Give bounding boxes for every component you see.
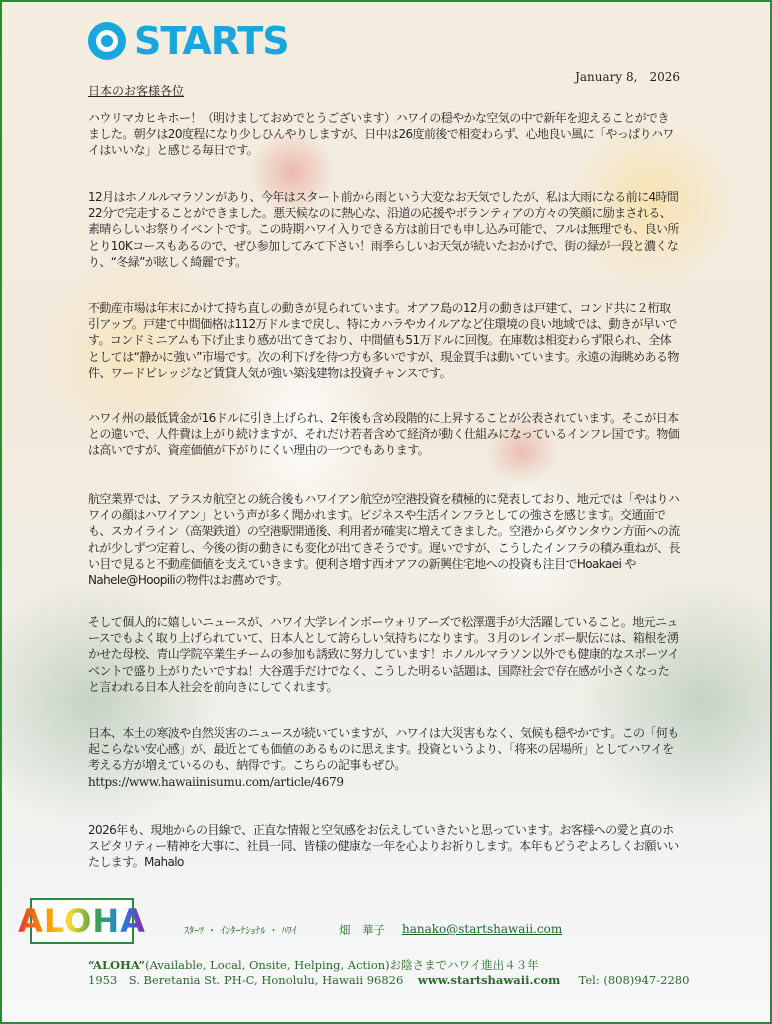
article-link[interactable]: https://www.hawaiinisumu.com/article/4679 (88, 774, 344, 789)
footer-tagline-text: (Available, Local, Onsite, Helping, Action)お陰さまでハワイ進出４３年 (145, 958, 539, 972)
salutation: 日本のお客様各位 (88, 84, 185, 98)
footer-address: 1953 S. Beretania St. PH-C, Honolulu, Hawaii 96826 (88, 973, 404, 987)
paragraph-closing: 2026年も、現地からの目線で、正直な情報と空気感をお伝えしていきたいと思っています。お客様への愛と真のホスピタリティー精神を大事に、社員一同、皆様の健康な一年を心よりお祈りします。本年もどうぞよろしくお願いいたします。Mahalo (88, 823, 679, 870)
email-link[interactable]: hanako@startshawaii.com (402, 922, 563, 936)
company-name: ｽﾀｰﾂ ・ ｲﾝﾀｰﾅｼｮﾅﾙ ・ ﾊﾜｲ (184, 926, 297, 937)
aloha-badge-text: ALOHA (18, 902, 146, 940)
footer-address-line (88, 972, 689, 988)
footer-aloha-word: “ALOHA” (88, 958, 146, 972)
paragraph-marathon: 12月はホノルルマラソンがあり、今年はスタート前から雨という大変なお天気でしたが、私は大雨になる前に4時間22分で完走することができました。悪天候なのに熱心な、沿道の応援やボランティアの方々の笑顔に励まされる、素晴らしいお祭りイベントです。この時期ハワイ入りできる方は前日でも申し込み可能で、フルは無理でも、良い所とり10Kコースもあるので、ぜひ参加してみて下さい！雨季らしいお天気が続いたおかげで、街の緑が一段と濃くなり、“冬緑”が眩しく綺麗です。 (88, 190, 679, 269)
paragraph-sports: そして個人的に嬉しいニュースが、ハワイ大学レインボーウォリアーズで松澤選手が大活躍していること。地元ニュースでもよく取り上げられていて、日本人として誇らしい気持ちになります。３月のレインボー駅伝には、箱根を湧かせた母校、青山学院卒業生チームの参加も誘致に努力しています！ホノルルマラソン以外でも健康的なスポーツイベントで盛り上がりたいですね！大谷選手だけでなく、こうした明るい話題は、国際社会で存在感が小さくなったと言われる日本人社会を前向きにしてくれます。 (88, 615, 679, 694)
paragraph-safety (88, 725, 680, 790)
footer-website[interactable]: www.startshawaii.com (417, 973, 561, 987)
company-logo (86, 20, 289, 62)
aloha-badge (18, 898, 146, 944)
paragraph-airline: 航空業界では、アラスカ航空との統合後もハワイアン航空が空港投資を積極的に発表しており、地元では「やはりハワイの顔はハワイアン」という声が多く聞かれます。ビジネスや生活インフラとしての強さを感じます。交通面でも、スカイライン（高架鉄道）の空港駅開通後、利用者が確実に増えてきました。空港からダウンタウン方面への流れが少しずつ定着し、今後の街の動きにも変化が出てきそうです。遅いですが、こうしたインフラの積み重ねが、長い目で見ると不動産価値を支えていきます。便利さ増す西オアフの新興住宅地への投資も注目でHoakaei や Nahele@Hoopiliの物件はお薦めです。 (88, 492, 680, 588)
paragraph-minimum-wage: ハワイ州の最低賃金が16ドルに引き上げられ、2年後も含め段階的に上昇することが公表されています。そこが日本との違いで、人件費は上がり続けますが、それだけ若者含めて経済が動く仕組みになっているインフレ国です。物価は高いですが、資産価値が下がりにくい理由の一つでもあります。 (88, 411, 680, 458)
logo-text: STARTS (134, 19, 289, 63)
letter-date: January 8, 2026 (575, 70, 680, 84)
footer-phone: Tel: (808)947-2280 (578, 973, 690, 987)
paragraph-real-estate: 不動産市場は年末にかけて持ち直しの動きが見られています。オアフ島の12月の動きは戸建て、コンド共に２桁取引アップ。戸建て中間価格は112万ドルまで戻し、特にカハラやカイルアなど住環境の良い地域では、動きが早いです。コンドミニアムも下げ止まり感が出てきており、中間値も51万ドルに回復。在庫数は相変わらず限られ、全体としては“静かに強い”市場です。次の利下げを待つ方も多いですが、現金買手は動いています。永遠の海眺めある物件、ワードビレッジなど賃貸人気が強い築浅建物は投資チャンスです。 (88, 301, 679, 380)
logo-circle-icon (86, 20, 128, 62)
signer-name: 畑 華子 (339, 923, 385, 937)
paragraph-greeting: ハウリマカヒキホー！（明けましておめでとうございます）ハワイの穏やかな空気の中で新年を迎えることができました。朝夕は20度程になり少しひんやりしますが、日中は26度前後で相変わらず、心地良い風に「やっぱりハワイはいいな」と感じる毎日です。 (88, 111, 674, 158)
footer-tagline (88, 957, 539, 973)
paragraph-safety-text: 日本、本土の寒波や自然災害のニュースが続いていますが、ハワイは大災害もなく、気候も穏やかです。この「何も起こらない安心感」が、最近とても価値のあるものに思えます。投資というより、「将来の居場所」としてハワイを考える方が増えているのも、納得です。こちらの記事もぜひ。 (88, 726, 679, 773)
